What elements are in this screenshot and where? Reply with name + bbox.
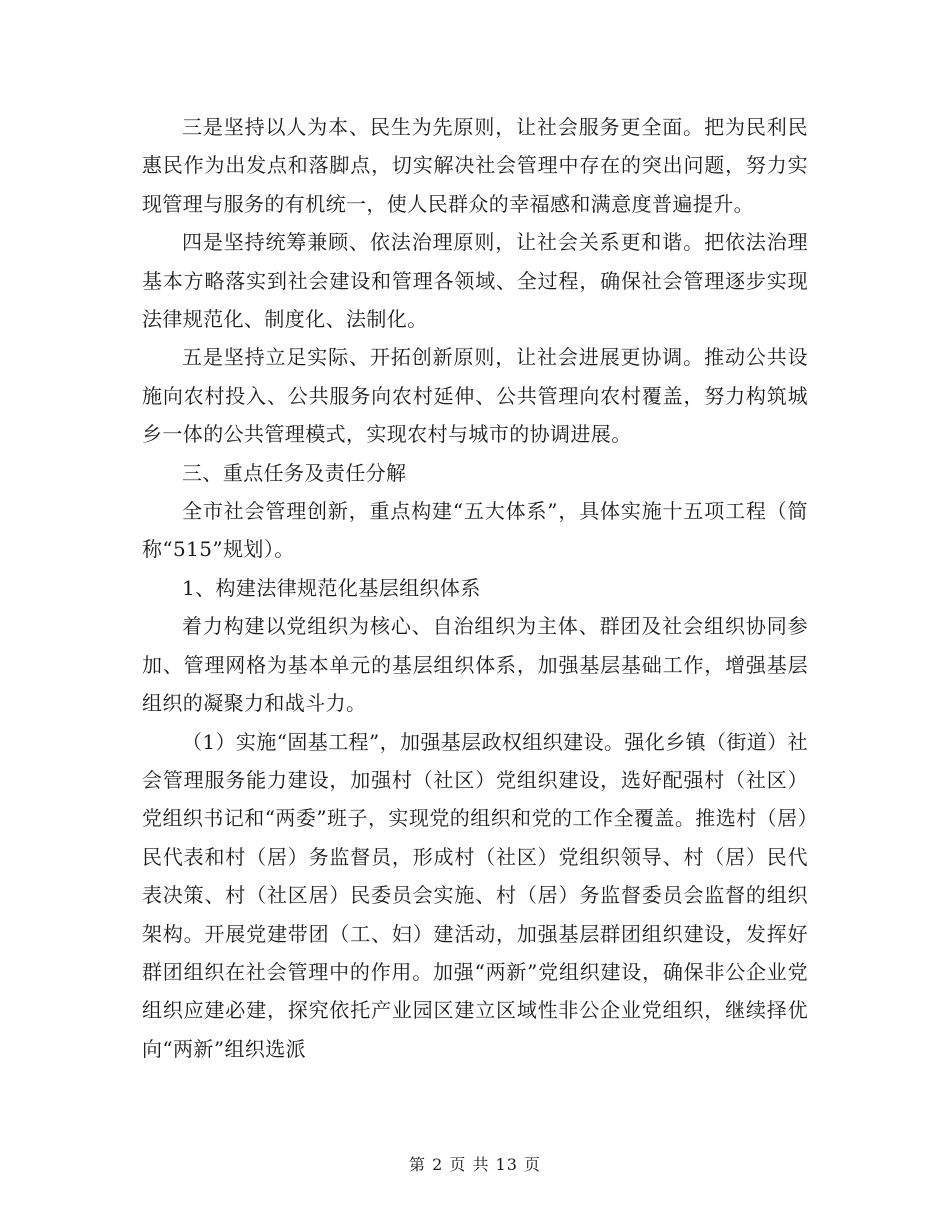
paragraph-grassroots-system: 着力构建以党组织为核心、自治组织为主体、群团及社会组织协同参加、管理网格为基本单元的基层组织体系，加强基层基础工作，增强基层组织的凝聚力和战斗力。 (142, 614, 808, 716)
paragraph-515-plan: 全市社会管理创新，重点构建“五大体系”，具体实施十五项工程（简称“515”规划）。 (142, 499, 808, 562)
paragraph-principle-four: 四是坚持统筹兼顾、依法治理原则，让社会关系更和谐。把依法治理基本方略落实到社会建设和管理各领域、全过程，确保社会管理逐步实现法律规范化、制度化、法制化。 (142, 230, 808, 332)
page-number-footer: 第 2 页 共 13 页 (409, 1155, 541, 1174)
paragraph-foundation-project: （1）实施“固基工程”，加强基层政权组织建设。强化乡镇（街道）社会管理服务能力建设，加强村（社区）党组织建设，选好配强村（社区）党组织书记和“两委”班子，实现党的组织和党的工作全覆盖。推选村（居）民代表和村（居）务监督员，形成村（社区）党组织领导、村（居）民代表决策、村（社区居）民委员会实施、村（居）务监督委员会监督的组织架构。开展党建带团（工、妇）建活动，加强基层群团组织建设，发挥好群团组织在社会管理中的作用。加强“两新”党组织建设，确保非公企业党组织应建必建，探究依托产业园区建立区域性非公企业党组织，继续择优向“两新”组织选派 (142, 729, 808, 1061)
document-body (142, 108, 808, 1068)
paragraph-principle-five: 五是坚持立足实际、开拓创新原则，让社会进展更协调。推动公共设施向农村投入、公共服务向农村延伸、公共管理向农村覆盖，努力构筑城乡一体的公共管理模式，实现农村与城市的协调进展。 (142, 345, 808, 447)
section-heading-key-tasks: 三、重点任务及责任分解 (182, 460, 407, 485)
subsection-heading-1: 1、构建法律规范化基层组织体系 (182, 575, 481, 600)
paragraph-principle-three: 三是坚持以人为本、民生为先原则，让社会服务更全面。把为民利民惠民作为出发点和落脚点，切实解决社会管理中存在的突出问题，努力实现管理与服务的有机统一，使人民群众的幸福感和满意度普遍提升。 (142, 115, 808, 216)
